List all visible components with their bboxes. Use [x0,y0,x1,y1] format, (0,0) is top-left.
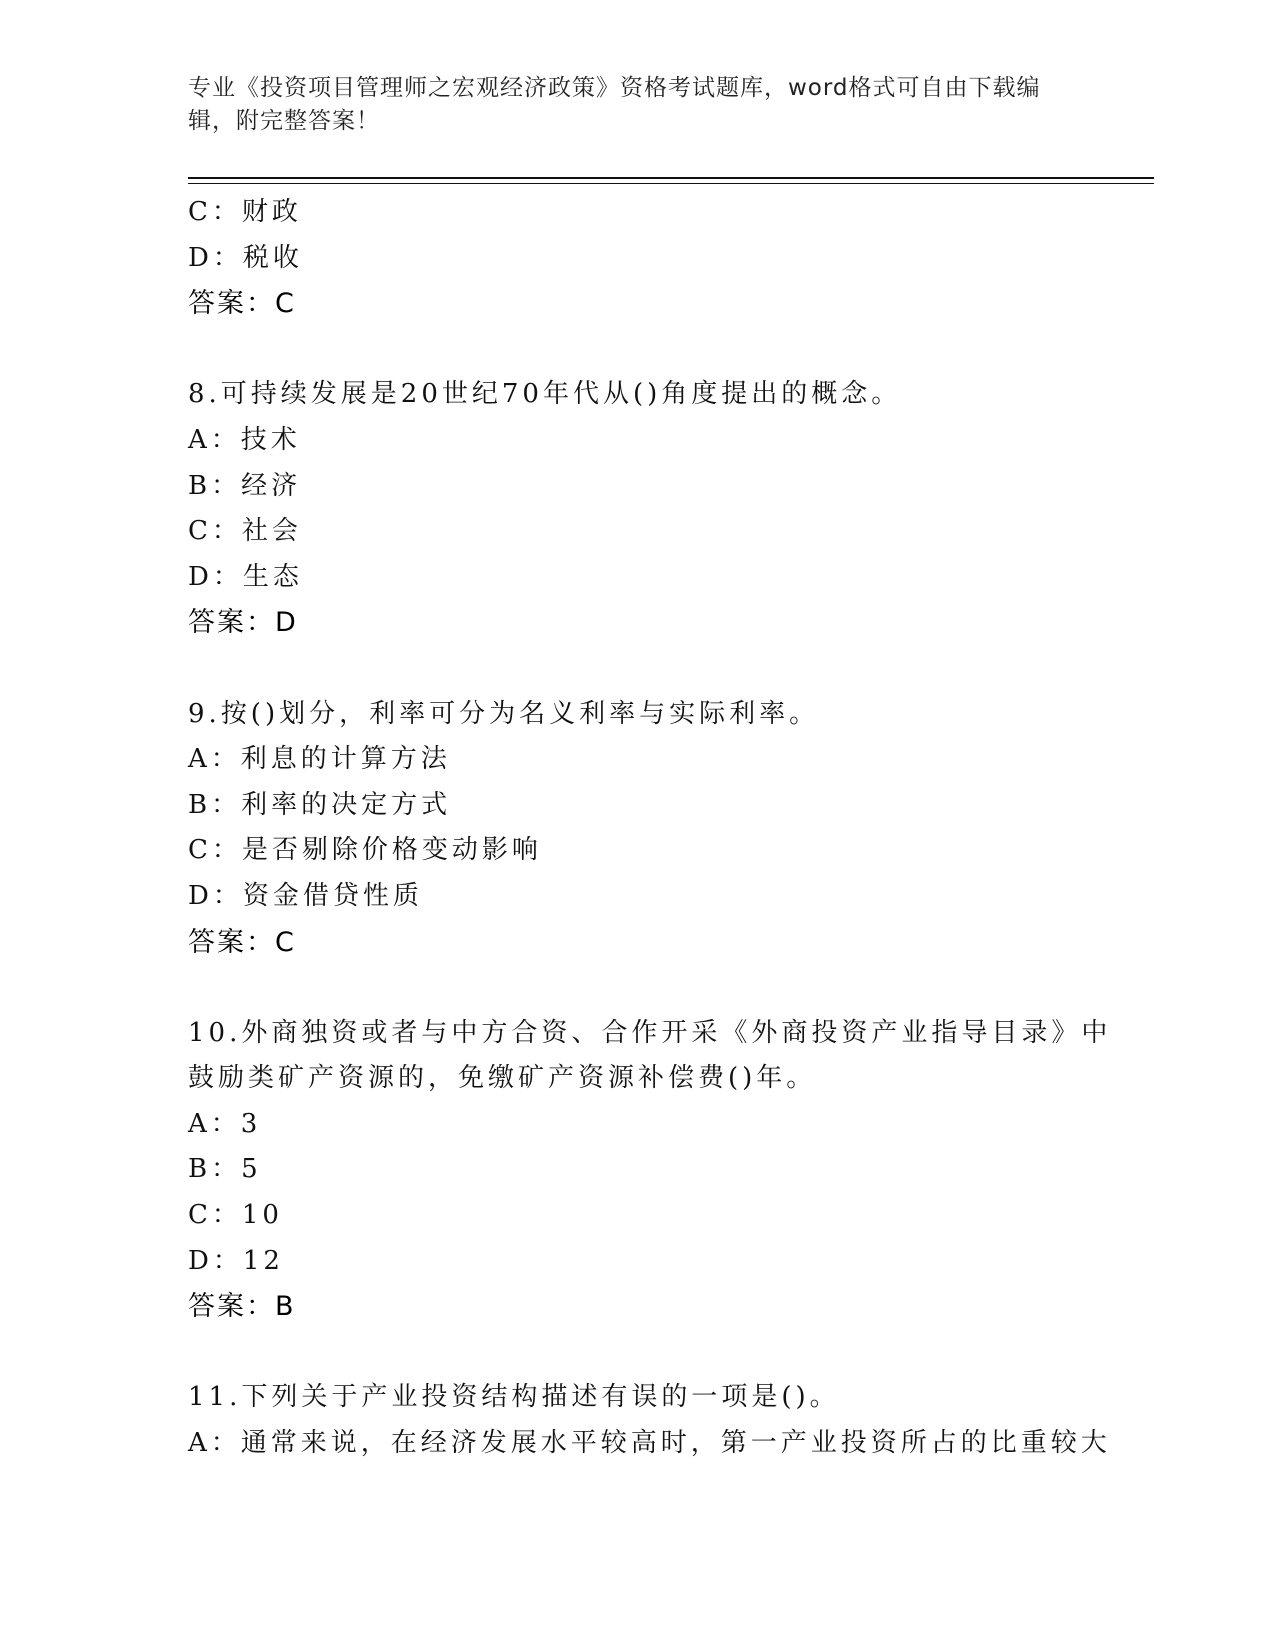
spacer [188,646,1088,692]
header-line-1: 专业《投资项目管理师之宏观经济政策》资格考试题库，word格式可自由下载编 [188,75,1041,101]
question-stem-line-2: 鼓励类矿产资源的，免缴矿产资源补偿费()年。 [188,1063,817,1094]
question-block-8 [188,372,1088,646]
header-rule-thin [188,183,1154,184]
question-stem: 8.可持续发展是20世纪70年代从()角度提出的概念。 [188,379,902,410]
option-d: D：税收 [188,242,303,273]
option-c: C：是否剔除价格变动影响 [188,835,542,866]
option-c: C：社会 [188,516,302,547]
answer-line: 答案：D [188,607,298,639]
question-block-continued [188,190,1088,327]
answer-line: 答案：C [188,288,296,320]
question-stem: 11.下列关于产业投资结构描述有误的一项是()。 [188,1382,840,1413]
option-d: D：生态 [188,561,303,592]
header-line-2: 辑，附完整答案！ [188,108,380,134]
question-stem: 9.按()划分，利率可分为名义利率与实际利率。 [188,698,820,729]
header-rule-thick [188,177,1154,179]
option-b: B：5 [188,1154,262,1185]
spacer [188,965,1088,1011]
option-b: B：经济 [188,470,302,501]
option-a: A：通常来说，在经济发展水平较高时，第一产业投资所占的比重较大 [188,1428,1111,1459]
question-block-11 [188,1375,1111,1466]
option-a: A：3 [188,1108,262,1139]
option-b: B：利率的决定方式 [188,789,452,820]
spacer [188,327,1088,373]
question-block-9 [188,692,1088,966]
question-stem-line-1: 10.外商独资或者与中方合资、合作开采《外商投资产业指导目录》中 [188,1017,1112,1048]
question-block-10 [188,1011,1112,1330]
spacer [188,1330,1088,1376]
document-header [188,72,1068,138]
option-c: C：10 [188,1200,283,1231]
question-list [188,190,1112,1467]
option-a: A：利息的计算方法 [188,744,451,775]
option-a: A：技术 [188,424,301,455]
option-d: D：资金借贷性质 [188,880,423,911]
answer-line: 答案：C [188,926,296,958]
option-d: D：12 [188,1245,284,1276]
answer-line: 答案：B [188,1291,296,1323]
option-c: C：财政 [188,197,302,227]
